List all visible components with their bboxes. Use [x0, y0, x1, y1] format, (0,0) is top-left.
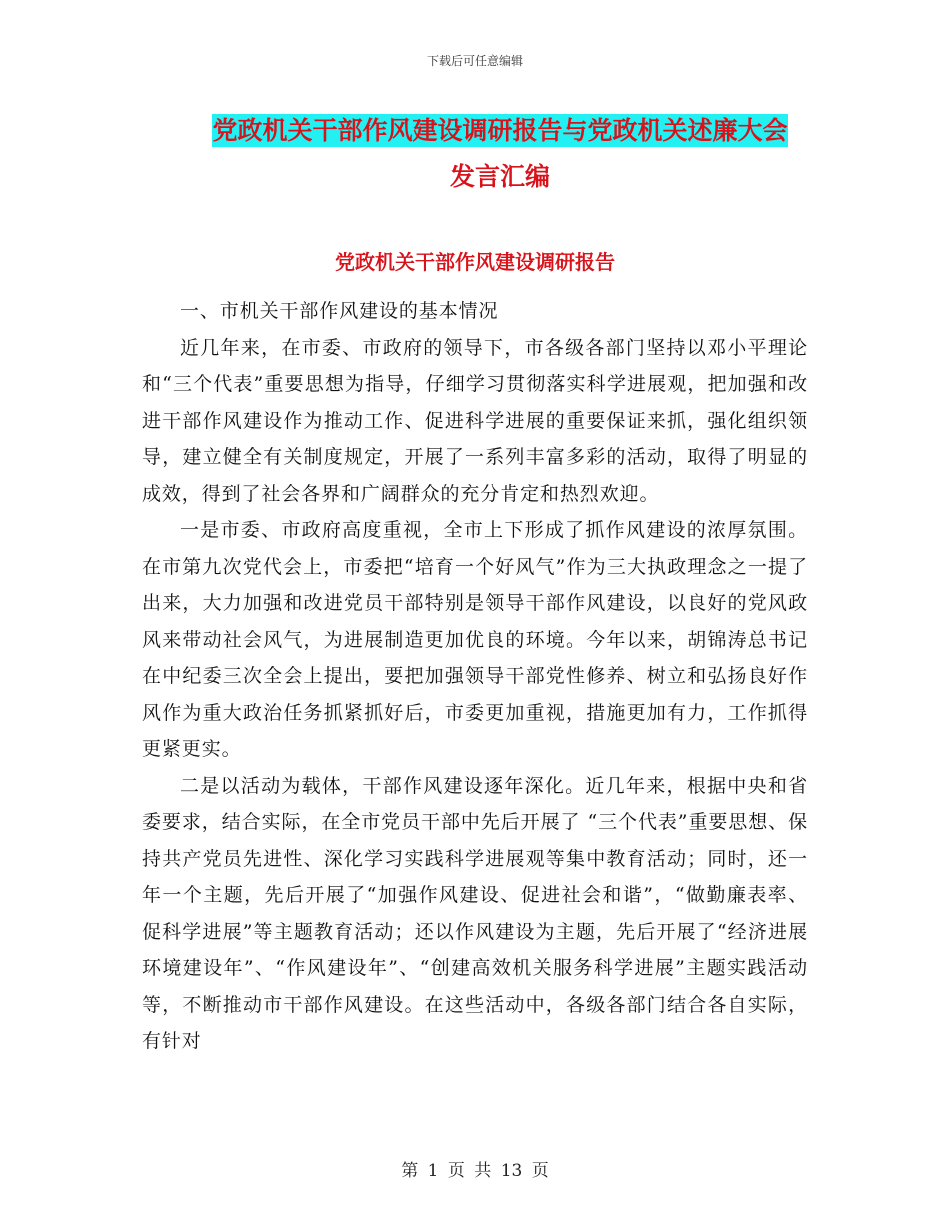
section-title: 党政机关干部作风建设调研报告	[335, 250, 615, 274]
body-paragraph: 近几年来，在市委、市政府的领导下，市各级各部门坚持以邓小平理论和“三个代表”重要思想为指导，仔细学习贯彻落实科学进展观，把加强和改进干部作风建设作为推动工作、促进科学进展的重要保证来抓，强化组织领导，建立健全有关制度规定，开展了一系列丰富多彩的活动，取得了明显的成效，得到了社会各界和广阔群众的充分肯定和热烈欢迎。	[142, 336, 808, 505]
subheading-paragraph: 一、市机关干部作风建设的基本情况	[180, 300, 499, 322]
body-paragraph: 二是以活动为载体，干部作风建设逐年深化。近几年来，根据中央和省委要求，结合实际，在全市党员干部中先后开展了 “三个代表”重要思想、保持共产党员先进性、深化学习实践科学进展观等集中教育活动；同时，还一年一个主题，先后开展了“加强作风建设、促进社会和谐”，“做勤廉表率、促科学进展”等主题教育活动；还以作风建设为主题，先后开展了“经济进展环境建设年”、“作风建设年”、“创建高效机关服务科学进展”主题实践活动等，不断推动市干部作风建设。在这些活动中，各级各部门结合各自实际，有针对	[142, 774, 808, 1052]
body-paragraph: 一是市委、市政府高度重视，全市上下形成了抓作风建设的浓厚氛围。在市第九次党代会上，市委把“培育一个好风气”作为三大执政理念之一提了出来，大力加强和改进党员干部特别是领导干部作风建设，以良好的党风政风来带动社会风气，为进展制造更加优良的环境。今年以来，胡锦涛总书记在中纪委三次全会上提出，要把加强领导干部党性修养、树立和弘扬良好作风作为重大政治任务抓紧抓好后，市委更加重视，措施更加有力，工作抓得更紧更实。	[142, 519, 808, 760]
document-title-line-2: 发言汇编	[449, 162, 550, 191]
header-note: 下载后可任意编辑	[426, 54, 523, 68]
document-body	[142, 293, 808, 1060]
page-footer: 第 1 页 共 13 页	[401, 1161, 549, 1181]
document-title	[140, 108, 860, 200]
document-title-line-1: 党政机关干部作风建设调研报告与党政机关述廉大会	[212, 116, 788, 145]
